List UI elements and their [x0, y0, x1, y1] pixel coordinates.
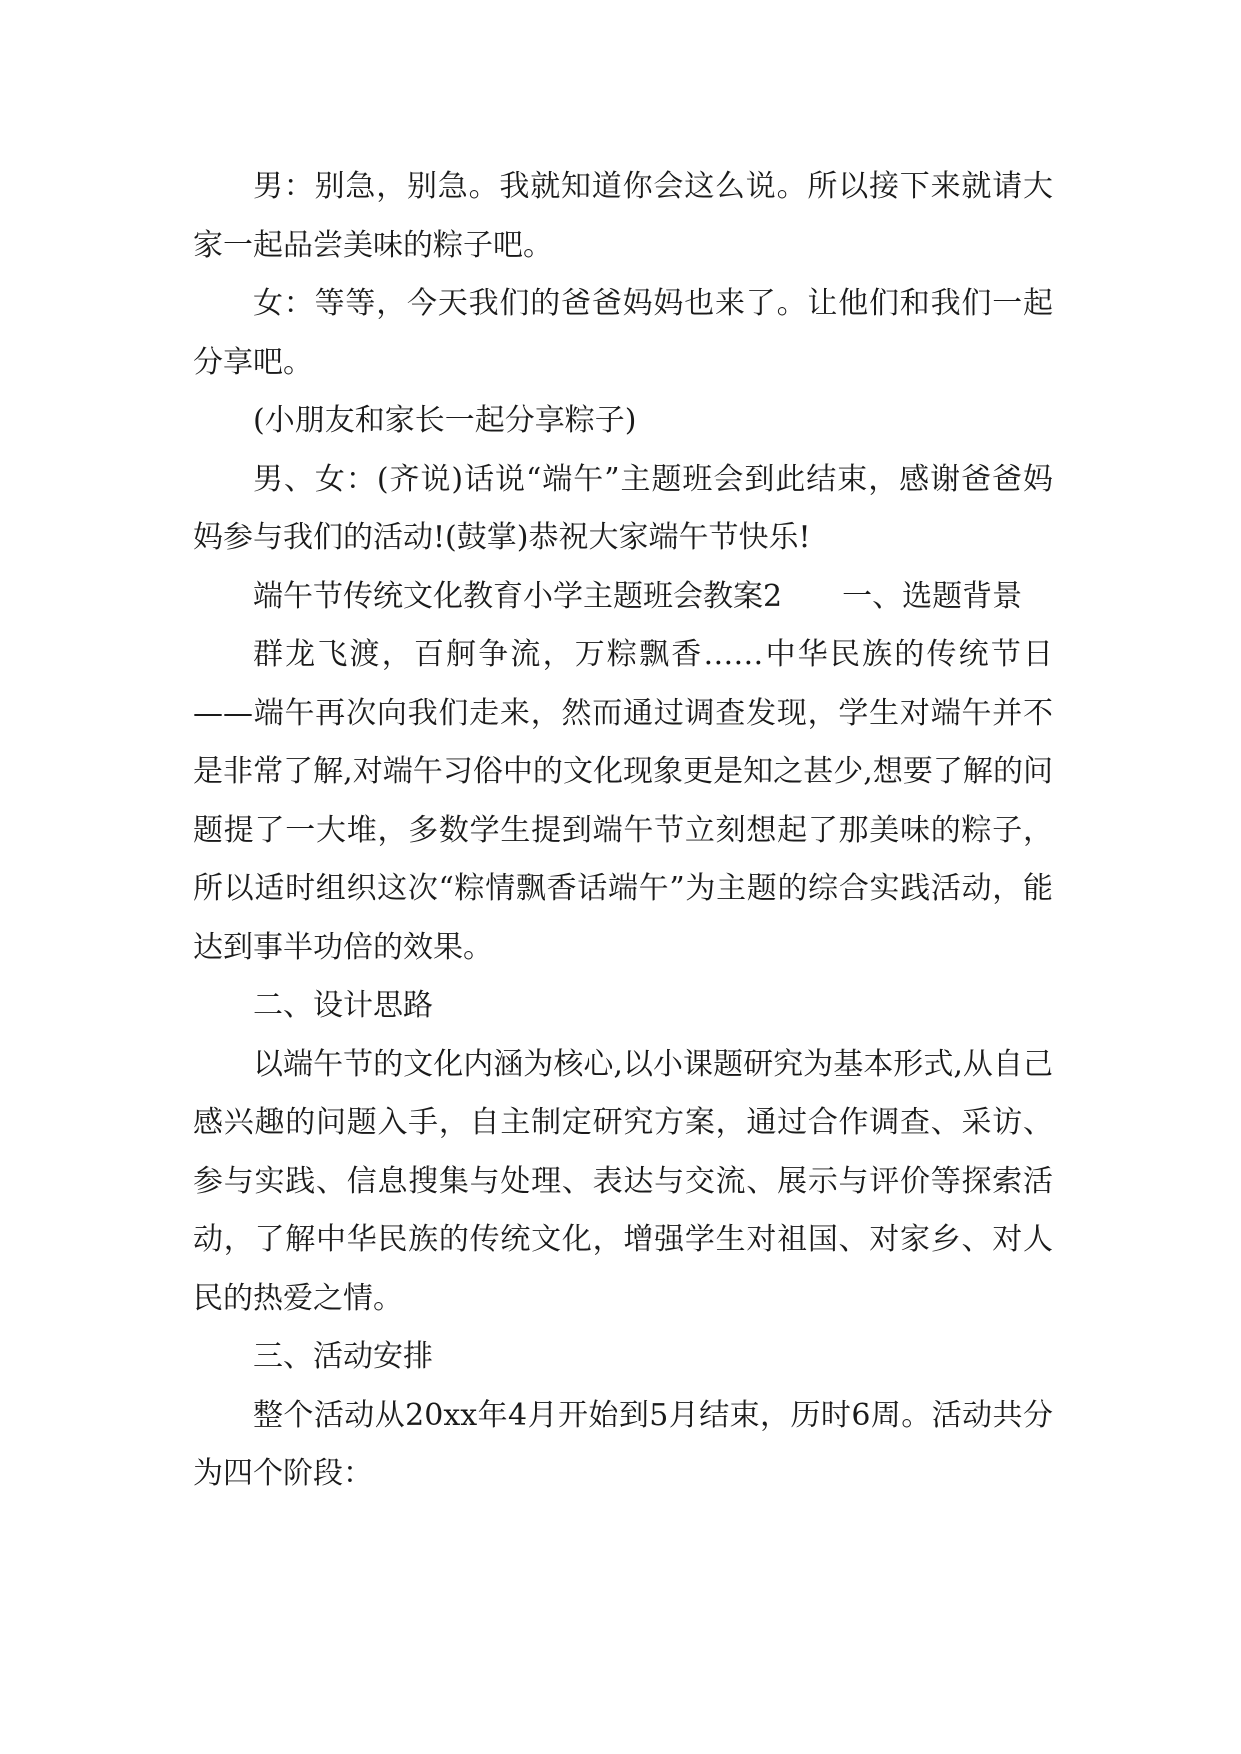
paragraph: 男、女：(齐说)话说“端午”主题班会到此结束，感谢爸爸妈妈参与我们的活动!(鼓掌)恭祝大家端午节快乐!: [193, 461, 1053, 555]
paragraph: (小朋友和家长一起分享粽子): [253, 403, 637, 438]
paragraph: 男：别急，别急。我就知道你会这么说。所以接下来就请大家一起品尝美味的粽子吧。: [193, 169, 1053, 263]
paragraph: 以端午节的文化内涵为核心,以小课题研究为基本形式,从自己感兴趣的问题入手，自主制定研究方案，通过合作调查、采访、参与实践、信息搜集与处理、表达与交流、展示与评价等探索活动，了解中华民族的传统文化，增强学生对祖国、对家乡、对人民的热爱之情。: [193, 1046, 1053, 1316]
document-body: [193, 158, 1053, 1504]
paragraph: 群龙飞渡，百舸争流，万粽飘香……中华民族的传统节日——端午再次向我们走来，然而通过调查发现，学生对端午并不是非常了解,对端午习俗中的文化现象更是知之甚少,想要了解的问题提了一大堆，多数学生提到端午节立刻想起了那美味的粽子，所以适时组织这次“粽情飘香话端午”为主题的综合实践活动，能达到事半功倍的效果。: [193, 637, 1053, 965]
paragraph: 女：等等，今天我们的爸爸妈妈也来了。让他们和我们一起分享吧。: [193, 286, 1053, 380]
paragraph: 整个活动从20xx年4月开始到5月结束，历时6周。活动共分为四个阶段：: [193, 1397, 1053, 1491]
section-heading: 二、设计思路: [253, 988, 433, 1023]
section-heading: 三、活动安排: [253, 1339, 433, 1374]
paragraph: 端午节传统文化教育小学主题班会教案2 一、选题背景: [253, 578, 1023, 614]
